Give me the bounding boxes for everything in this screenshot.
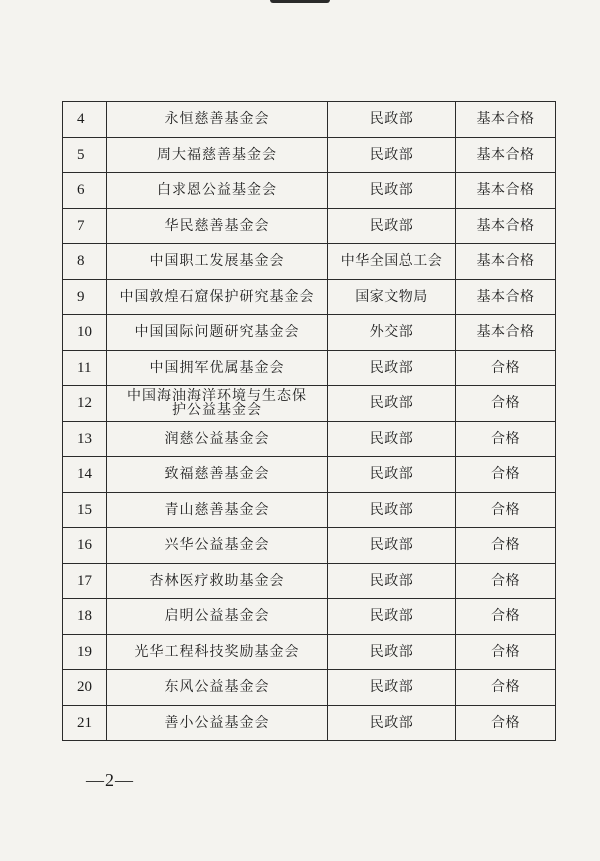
row-number: 15 bbox=[63, 492, 107, 528]
organization-name: 周大福慈善基金会 bbox=[107, 137, 328, 173]
table-row bbox=[63, 315, 556, 351]
row-number: 19 bbox=[63, 634, 107, 670]
table-row bbox=[63, 563, 556, 599]
table-row bbox=[63, 705, 556, 741]
supervising-department: 民政部 bbox=[328, 102, 456, 138]
foundation-evaluation-table bbox=[62, 101, 556, 741]
supervising-department: 民政部 bbox=[328, 634, 456, 670]
table-row bbox=[63, 528, 556, 564]
organization-name: 白求恩公益基金会 bbox=[107, 173, 328, 209]
table-row bbox=[63, 279, 556, 315]
supervising-department: 民政部 bbox=[328, 421, 456, 457]
evaluation-result: 合格 bbox=[456, 421, 556, 457]
evaluation-result: 基本合格 bbox=[456, 244, 556, 280]
row-number: 18 bbox=[63, 599, 107, 635]
evaluation-result: 合格 bbox=[456, 386, 556, 422]
organization-name: 东风公益基金会 bbox=[107, 670, 328, 706]
supervising-department: 民政部 bbox=[328, 386, 456, 422]
row-number: 8 bbox=[63, 244, 107, 280]
supervising-department: 民政部 bbox=[328, 350, 456, 386]
organization-name: 致福慈善基金会 bbox=[107, 457, 328, 493]
page-number: —2— bbox=[86, 770, 134, 790]
row-number: 20 bbox=[63, 670, 107, 706]
organization-name: 中国国际问题研究基金会 bbox=[107, 315, 328, 351]
table-row bbox=[63, 421, 556, 457]
table-row bbox=[63, 457, 556, 493]
table-row bbox=[63, 599, 556, 635]
table-row bbox=[63, 102, 556, 138]
row-number: 4 bbox=[63, 102, 107, 138]
evaluation-result: 基本合格 bbox=[456, 208, 556, 244]
supervising-department: 外交部 bbox=[328, 315, 456, 351]
supervising-department: 民政部 bbox=[328, 173, 456, 209]
supervising-department: 民政部 bbox=[328, 137, 456, 173]
supervising-department: 民政部 bbox=[328, 705, 456, 741]
organization-name: 中国职工发展基金会 bbox=[107, 244, 328, 280]
evaluation-result: 合格 bbox=[456, 705, 556, 741]
row-number: 10 bbox=[63, 315, 107, 351]
organization-name: 中国敦煌石窟保护研究基金会 bbox=[107, 279, 328, 315]
table-row bbox=[63, 173, 556, 209]
evaluation-result: 基本合格 bbox=[456, 173, 556, 209]
evaluation-result: 合格 bbox=[456, 563, 556, 599]
supervising-department: 中华全国总工会 bbox=[328, 244, 456, 280]
row-number: 9 bbox=[63, 279, 107, 315]
evaluation-result: 合格 bbox=[456, 634, 556, 670]
evaluation-result: 合格 bbox=[456, 350, 556, 386]
table-row bbox=[63, 208, 556, 244]
supervising-department: 民政部 bbox=[328, 528, 456, 564]
organization-name: 润慈公益基金会 bbox=[107, 421, 328, 457]
table-row bbox=[63, 492, 556, 528]
evaluation-result: 合格 bbox=[456, 599, 556, 635]
organization-name: 善小公益基金会 bbox=[107, 705, 328, 741]
organization-name: 启明公益基金会 bbox=[107, 599, 328, 635]
table-row bbox=[63, 386, 556, 422]
row-number: 17 bbox=[63, 563, 107, 599]
supervising-department: 国家文物局 bbox=[328, 279, 456, 315]
row-number: 13 bbox=[63, 421, 107, 457]
supervising-department: 民政部 bbox=[328, 670, 456, 706]
evaluation-result: 基本合格 bbox=[456, 279, 556, 315]
evaluation-result: 合格 bbox=[456, 492, 556, 528]
organization-name: 华民慈善基金会 bbox=[107, 208, 328, 244]
organization-name: 光华工程科技奖励基金会 bbox=[107, 634, 328, 670]
organization-name: 永恒慈善基金会 bbox=[107, 102, 328, 138]
row-number: 11 bbox=[63, 350, 107, 386]
row-number: 16 bbox=[63, 528, 107, 564]
organization-name: 中国拥军优属基金会 bbox=[107, 350, 328, 386]
table-row bbox=[63, 634, 556, 670]
evaluation-result: 合格 bbox=[456, 670, 556, 706]
row-number: 5 bbox=[63, 137, 107, 173]
table-row bbox=[63, 670, 556, 706]
organization-name: 青山慈善基金会 bbox=[107, 492, 328, 528]
row-number: 7 bbox=[63, 208, 107, 244]
supervising-department: 民政部 bbox=[328, 492, 456, 528]
row-number: 12 bbox=[63, 386, 107, 422]
supervising-department: 民政部 bbox=[328, 208, 456, 244]
evaluation-result: 基本合格 bbox=[456, 137, 556, 173]
organization-name: 中国海油海洋环境与生态保护公益基金会 bbox=[107, 386, 328, 422]
table-row bbox=[63, 350, 556, 386]
supervising-department: 民政部 bbox=[328, 563, 456, 599]
organization-name: 杏林医疗救助基金会 bbox=[107, 563, 328, 599]
row-number: 21 bbox=[63, 705, 107, 741]
supervising-department: 民政部 bbox=[328, 599, 456, 635]
evaluation-result: 基本合格 bbox=[456, 315, 556, 351]
evaluation-result: 合格 bbox=[456, 528, 556, 564]
organization-name: 兴华公益基金会 bbox=[107, 528, 328, 564]
supervising-department: 民政部 bbox=[328, 457, 456, 493]
row-number: 6 bbox=[63, 173, 107, 209]
evaluation-result: 基本合格 bbox=[456, 102, 556, 138]
table-row bbox=[63, 137, 556, 173]
table-row bbox=[63, 244, 556, 280]
evaluation-result: 合格 bbox=[456, 457, 556, 493]
binding-mark bbox=[270, 0, 330, 3]
row-number: 14 bbox=[63, 457, 107, 493]
